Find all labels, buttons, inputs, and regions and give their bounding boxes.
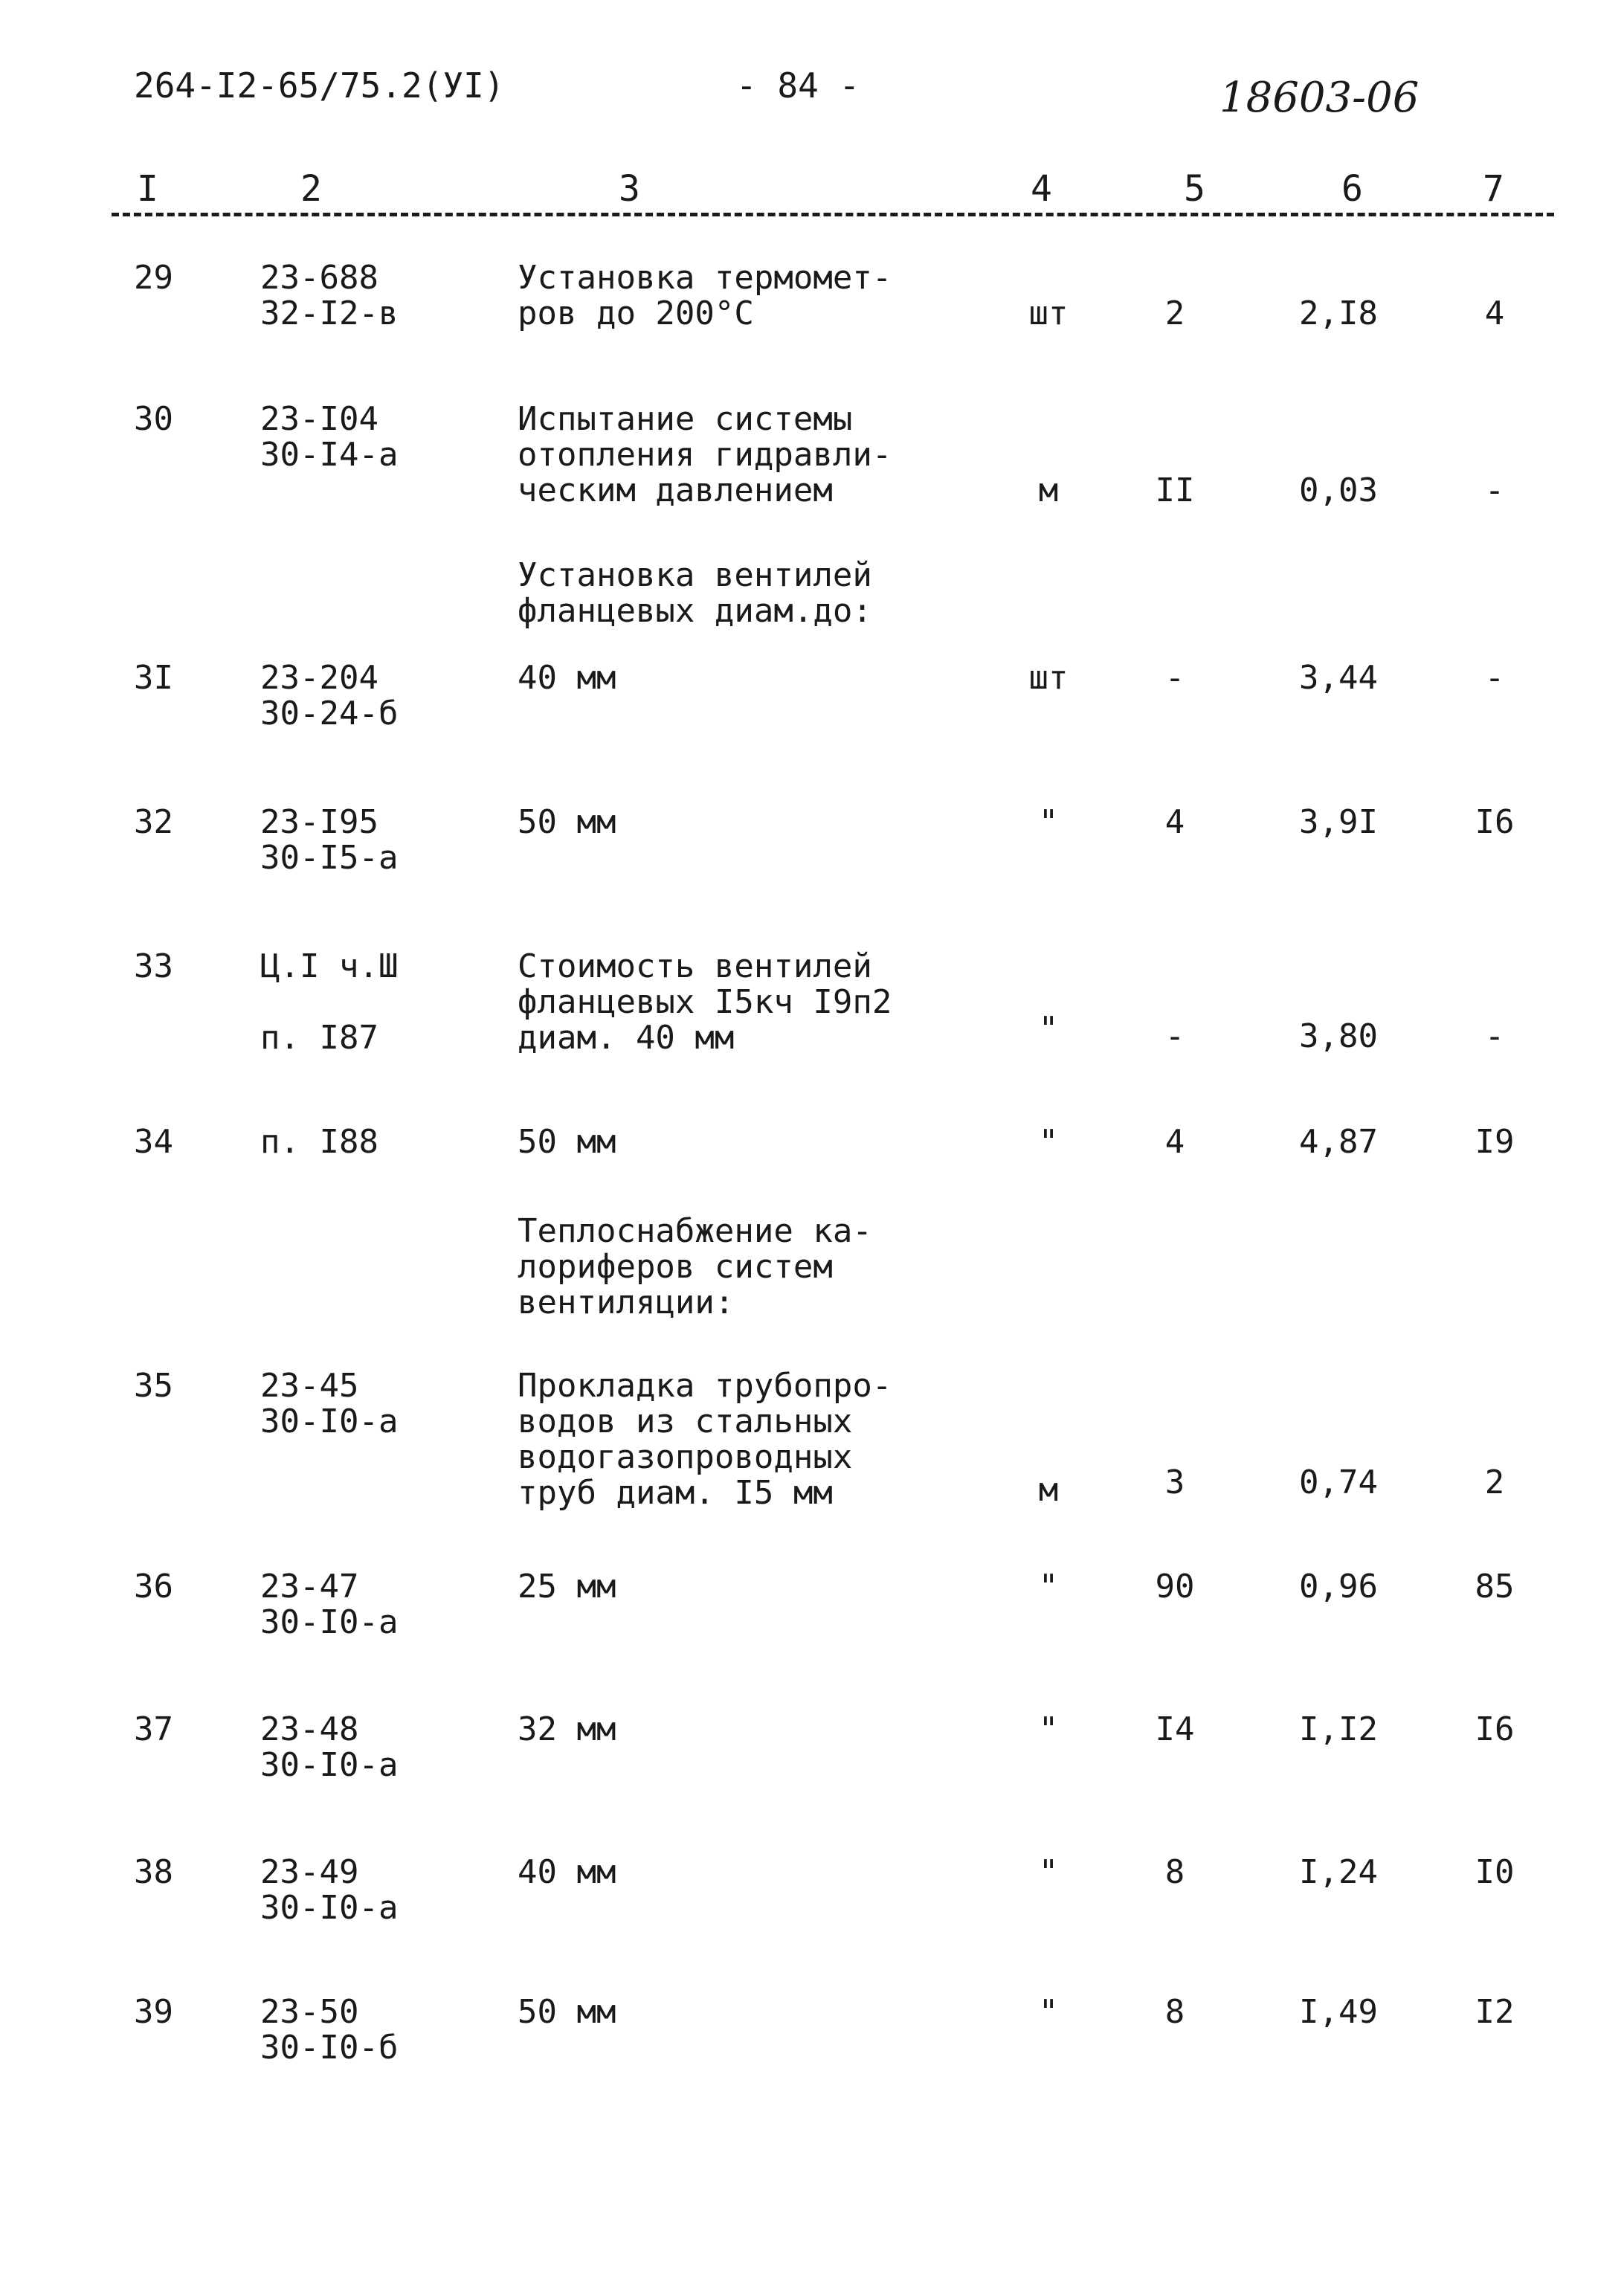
row-total: I6: [1475, 803, 1515, 841]
row-price: I,I2: [1299, 1710, 1378, 1748]
row-total: I9: [1475, 1123, 1515, 1161]
row-price: 0,96: [1299, 1568, 1378, 1606]
row-unit: ": [1038, 1568, 1059, 1606]
row-number: 34: [134, 1123, 173, 1161]
row-quantity: -: [1164, 1017, 1185, 1055]
row-price: 3,9I: [1299, 803, 1378, 841]
header-dashed-line: [112, 213, 1554, 216]
row-code: п. I88: [260, 1123, 378, 1161]
row-total: 4: [1484, 294, 1505, 332]
column-header-4: 4: [1028, 168, 1055, 210]
row-price: 3,80: [1299, 1017, 1378, 1055]
row-price: 4,87: [1299, 1123, 1378, 1161]
row-number: 32: [134, 803, 173, 841]
row-number: 37: [134, 1710, 173, 1748]
row-quantity: 8: [1164, 1853, 1185, 1891]
row-unit: ": [1038, 1993, 1059, 2031]
row-price: 0,74: [1299, 1463, 1378, 1501]
row-code: 23-I04 30-I4-а: [260, 400, 399, 474]
row-description: 50 мм: [518, 803, 616, 841]
row-code: 23-47 30-I0-а: [260, 1568, 399, 1641]
row-unit: м: [1038, 1471, 1059, 1509]
row-price: I,24: [1299, 1853, 1378, 1891]
row-unit: ": [1038, 1010, 1059, 1048]
row-number: 35: [134, 1367, 173, 1405]
row-total: I6: [1475, 1710, 1515, 1748]
column-header-2: 2: [297, 168, 325, 210]
row-quantity: 4: [1164, 1123, 1185, 1161]
row-quantity: I4: [1155, 1710, 1195, 1748]
row-total: 2: [1484, 1463, 1505, 1501]
row-price: I,49: [1299, 1993, 1378, 2031]
row-description: 32 мм: [518, 1710, 616, 1748]
row-unit: ": [1038, 803, 1059, 841]
row-quantity: 4: [1164, 803, 1185, 841]
row-description: Прокладка трубопро- водов из стальных водогазопроводных труб диам. I5 мм: [518, 1367, 892, 1512]
row-description: 50 мм: [518, 1993, 616, 2031]
row-code: 23-I95 30-I5-а: [260, 803, 399, 877]
row-code: Ц.I ч.Ш п. I87: [260, 947, 399, 1057]
row-quantity: -: [1164, 659, 1185, 697]
inventory-number: 18603-06: [1219, 74, 1420, 122]
row-unit: ": [1038, 1123, 1059, 1161]
column-header-6: 6: [1338, 168, 1366, 210]
row-code: 23-48 30-I0-а: [260, 1710, 399, 1784]
row-description: 40 мм: [518, 659, 616, 697]
row-description: 50 мм: [518, 1123, 616, 1161]
row-code: 23-688 32-I2-в: [260, 259, 399, 332]
row-code: 23-49 30-I0-а: [260, 1853, 399, 1927]
column-header-3: 3: [616, 168, 643, 210]
row-number: 33: [134, 947, 173, 985]
row-quantity: 2: [1164, 294, 1185, 332]
row-number: 30: [134, 400, 173, 438]
section-heading: Теплоснабжение ка- лориферов систем вентиляции:: [518, 1212, 872, 1321]
row-number: 29: [134, 259, 173, 297]
column-header-7: 7: [1480, 168, 1507, 210]
section-heading: Установка вентилей фланцевых диам.до:: [518, 556, 872, 630]
row-unit: ": [1038, 1853, 1059, 1891]
doc-code: 264-I2-65/75.2(УI): [134, 65, 505, 106]
row-total: I2: [1475, 1993, 1515, 2031]
row-unit: м: [1038, 471, 1059, 509]
row-quantity: II: [1155, 471, 1195, 509]
row-description: 40 мм: [518, 1853, 616, 1891]
column-header-1: I: [134, 168, 161, 210]
page-number: - 84 -: [736, 65, 860, 106]
column-header-row: [112, 168, 1554, 220]
row-quantity: 90: [1155, 1568, 1195, 1606]
column-header-5: 5: [1181, 168, 1208, 210]
row-description: Испытание системы отопления гидравли- ческим давлением: [518, 400, 892, 509]
row-quantity: 8: [1164, 1993, 1185, 2031]
row-code: 23-204 30-24-б: [260, 659, 399, 732]
row-quantity: 3: [1164, 1463, 1185, 1501]
row-unit: ": [1038, 1710, 1059, 1748]
row-price: 3,44: [1299, 659, 1378, 697]
row-number: 36: [134, 1568, 173, 1606]
row-total: -: [1484, 659, 1505, 697]
row-unit: шт: [1028, 294, 1069, 332]
row-unit: шт: [1028, 659, 1069, 697]
row-price: 2,I8: [1299, 294, 1378, 332]
row-code: 23-45 30-I0-а: [260, 1367, 399, 1440]
row-number: 38: [134, 1853, 173, 1891]
row-description: 25 мм: [518, 1568, 616, 1606]
row-total: 85: [1475, 1568, 1515, 1606]
row-total: -: [1484, 1017, 1505, 1055]
row-total: -: [1484, 471, 1505, 509]
row-description: Установка термомет- ров до 200°С: [518, 259, 892, 332]
row-total: I0: [1475, 1853, 1515, 1891]
row-price: 0,03: [1299, 471, 1378, 509]
row-number: 3I: [134, 659, 173, 697]
row-number: 39: [134, 1993, 173, 2031]
row-description: Стоимость вентилей фланцевых I5кч I9п2 диам. 40 мм: [518, 947, 892, 1057]
row-code: 23-50 30-I0-б: [260, 1993, 399, 2067]
